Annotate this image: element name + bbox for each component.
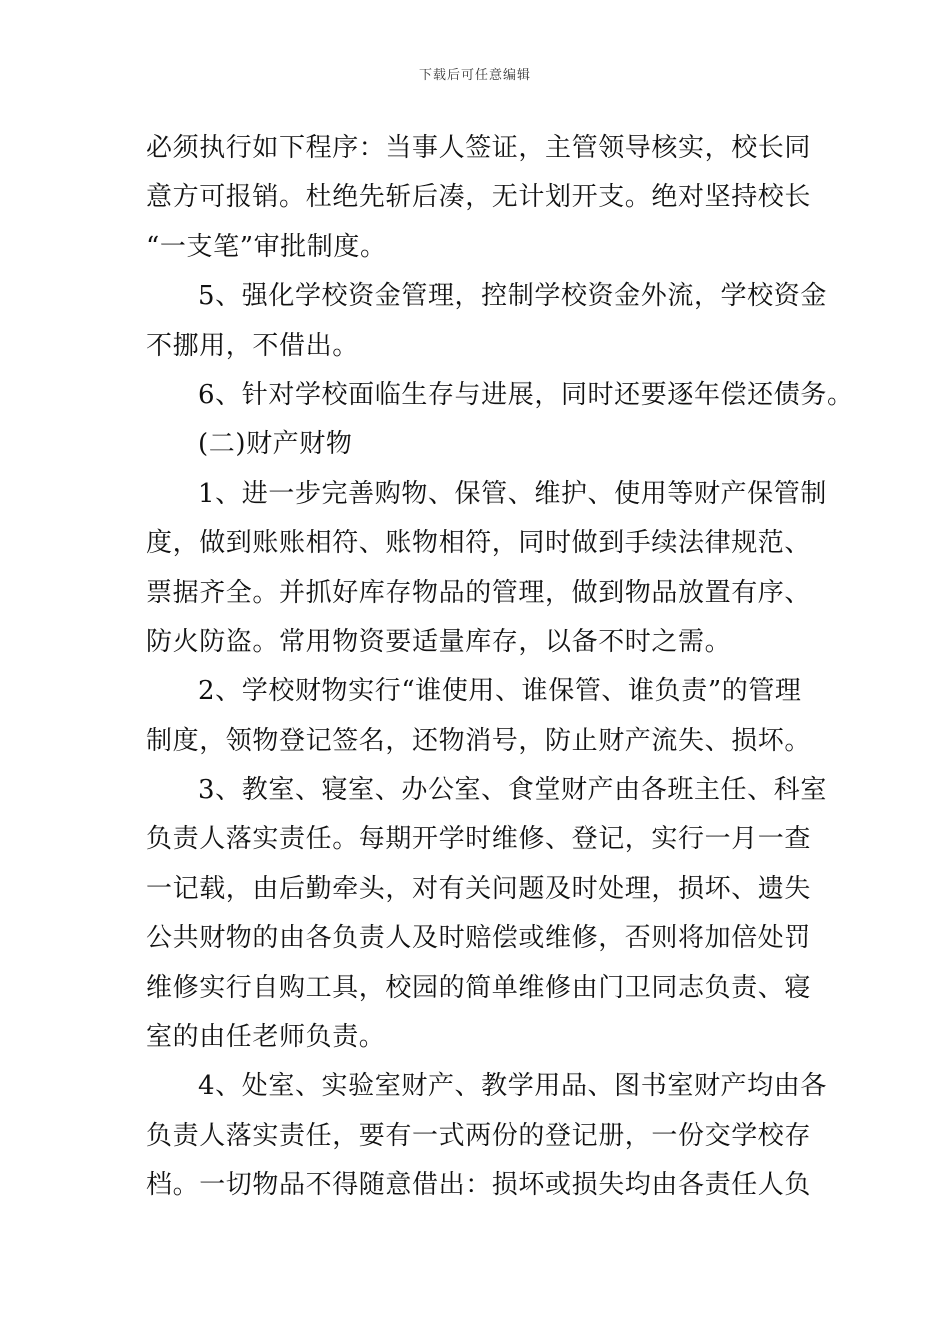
text-line: 6、针对学校面临生存与进展，同时还要逐年偿还债务。 [198,379,854,410]
text-line: 不挪用，不借出。 [146,330,359,361]
text-line: 1、进一步完善购物、保管、维护、使用等财产保管制 [198,478,827,509]
text-line: 一记载，由后勤牵头，对有关问题及时处理，损坏、遗失 [146,873,812,904]
text-line: 负责人落实责任。每期开学时维修、登记，实行一月一查 [146,824,812,855]
text-line: 3、教室、寝室、办公室、食堂财产由各班主任、科室 [198,775,827,806]
text-line: 室的由任老师负责。 [146,1022,386,1053]
text-line: 4、处室、实验室财产、教学用品、图书室财产均由各 [198,1071,827,1102]
text-line: 2、学校财物实行“谁使用、谁保管、谁负责”的管理 [198,676,802,707]
text-line: 负责人落实责任，要有一式两份的登记册，一份交学校存 [146,1120,812,1151]
text-line: 维修实行自购工具，校园的简单维修由门卫同志负责、寝 [146,972,812,1003]
text-line: (二)财产财物 [198,429,353,460]
page-header: 下载后可任意编辑 [418,68,531,83]
text-line: 必须执行如下程序：当事人签证，主管领导核实，校长同 [146,133,812,163]
document-body [146,124,854,1211]
text-line: 制度，领物登记签名，还物消号，防止财产流失、损坏。 [146,725,812,756]
text-line: 5、强化学校资金管理，控制学校资金外流，学校资金 [198,281,827,312]
text-line: 公共财物的由各负责人及时赔偿或维修，否则将加倍处罚 [146,923,812,954]
text-line: “一支笔”审批制度。 [146,231,387,262]
text-line: 档。一切物品不得随意借出：损坏或损失均由各责任人负 [146,1170,812,1201]
text-line: 意方可报销。杜绝先斩后凑，无计划开支。绝对坚持校长 [146,182,812,213]
text-line: 度，做到账账相符、账物相符，同时做到手续法律规范、 [146,528,812,559]
text-line: 防火防盗。常用物资要适量库存，以备不时之需。 [146,626,732,657]
text-line: 票据齐全。并抓好库存物品的管理，做到物品放置有序、 [146,577,812,608]
